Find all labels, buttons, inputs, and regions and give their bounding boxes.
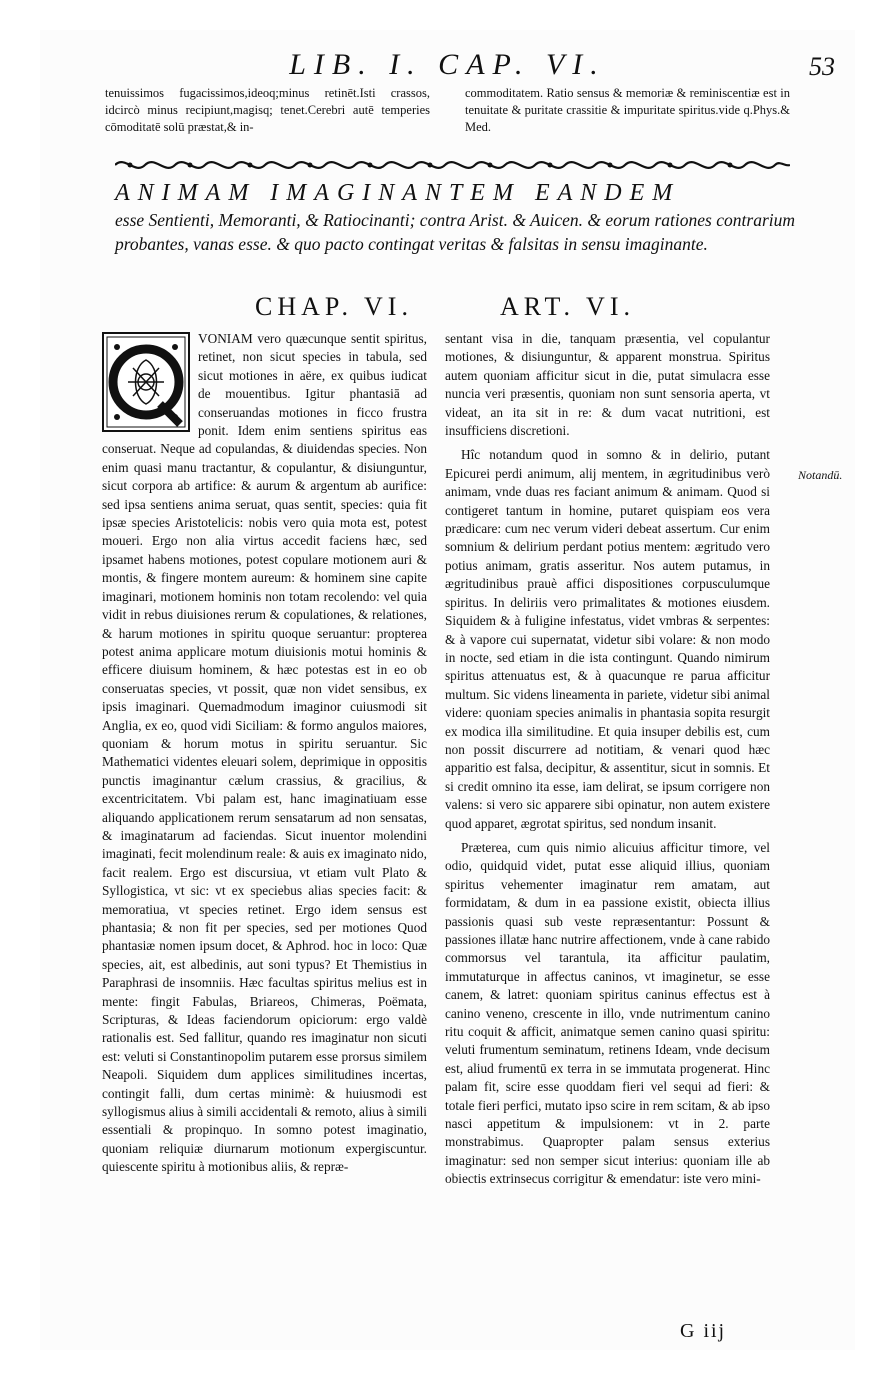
right-paragraph-1: sentant visa in die, tanquam præsentia, vel copulantur motiones, & disiunguntur, & apparent monstrua. Spiritus autem quoniam afficitur sicut in die, putat simulacra esse nuncia veri præsentis, quoniam non sunt sensoria aperta, vt videat, an ita sit in re: & dum vacat nutritioni, est insufficiens discretioni. <box>445 331 770 439</box>
carryover-text <box>105 85 790 155</box>
carryover-left-column: tenuissimos fugacissimos,ideoq;minus retinēt.Isti crassos, idcircò minus recipiunt,magisq; tenet.Cerebri autē temperies cōmoditatē solū præstat,& in- <box>105 86 430 134</box>
left-column <box>102 330 427 1320</box>
carryover-right-column: commoditatem. Ratio sensus & memoriæ & reminiscentiæ est in tenuitate & puritate crassitie & impuritate spiritus.vide q.Phys.& Med. <box>465 86 790 134</box>
right-column <box>445 330 770 1320</box>
chapter-number: CHAP. VI. <box>255 292 413 321</box>
chapter-title <box>115 178 795 256</box>
article-number: ART. VI. <box>500 292 635 321</box>
signature-mark: G iij <box>680 1320 727 1342</box>
page-number: 53 <box>809 52 835 81</box>
ornamental-band <box>115 155 790 175</box>
left-column-text: VONIAM vero quæcunque sentit spiritus, retinet, non sicut species in tabula, sed sicut motiones in aëre, ex quibus iudicat de mouentibus. Igitur phantasiā ad conseruandas motiones in ficco frustra ponit. Idem enim sentiens spiritus eas conseruat. Neque ad copulandas, & diuidendas species. Non enim quasi manu tractantur, & copulantur, & disiunguntur, sicut corpora ab artifice: & aurum & argentum ab aurifice: sed ipsa sentiens anima seruat, quas sentit, species: quia fit ipsæ species Aristotelicis: nobis vero quia mota est, potest moueri. Ergo non alia virtus accedit faciens hæc, sed ipsamet habens motiones, potest copulare motionem auri & montis, & fingere montem aureum: & hominem sine capite imaginari, motionem hominis non totam recolendo: vel quia vidit in rebus diuisiones rerum & copulationes, & relationes, & harum motiones in spiritu quoque seruantur: propterea potest anima applicare motum diuisionis motui hominis & efficere diuisum hominem, & hæc potestas est in eo ob conseruatas species, vt possit, quæ non videt sensibus, ex ipsis imaginari. Quemadmodum imaginor cuiusmodi sit Anglia, ex eo, quod vidi Siciliam: & formo angulos maiores, quoniam & horum motus in spiritu seruantur. Sic Mathematici videntes eleuari solem, deprimique in oppositis punctis imaginantur cælum crassius, & gracilius, & excentricitatem. Vbi palam est, hanc imaginatiuam esse aliquando applicationem rerum sensatarum ad non sensatas, & imaginatarum ad faciendas. Sicut inuentor molendini imaginati, fecit molendinum reale: & auis ex imaginato nido, facit realem. Ergo est discursiua, vt etiam vult Plato & Syllogistica, vt sic: vt ex speciebus alias species facit: & memoratiua, vt species retinet. Ergo idem sensus est phantasia; & non fit per species, sed per motiones Quod phantasiæ nomen ipsum docet, & Aphrod. hoc in loco: Quæ species, ait, est albedinis, aut soni typus? Et Themistius in Paraphrasi de insomniis. Hæc facultas spiritus melius est in mente: fingit Fabulas, Briareos, Chimeras, Poëmata, Scripturas, & Ideas faciendorum opiciorum: ergo valdè rationalis est. Sed fallitur, quando res imaginatur non sicuti est: veluti si Constantinopolim putarem esse prorsus similem Neapoli. Siquidem dum applices similitudines incertas, contingit falli, dum certas minimè: & huiusmodi est syllogismus alius à simili accidentali & remoto, alius à simili essentiali & propinquo. In somno potest imaginatio, quoniam reliquiæ diurnarum motionum expergiscuntur. quiescente spiritu à motionibus aliis, & repræ- <box>102 331 427 1175</box>
title-line-2: esse Sentienti, Memoranti, & Ratiocinanti; contra Arist. & Auicen. & eorum rationes contrarium probantes, vanas esse. & quo pacto contingat veritas & falsitas in sensu imaginante. <box>115 210 795 254</box>
running-head: LIB. I. CAP. VI. <box>289 48 606 81</box>
right-paragraph-2: Hîc notandum quod in somno & in delirio, putant Epicurei perdi animum, alij mentem, in ægritudinibus verò animam, vnde duas res faciant animum & animam. Quod si contigeret tantum in homine, putaret quispiam eos vera prædicare: cum nec verum videri debeat assertum. Cur enim somnium & delirium perdant potius mentem: ægritudo vero potius animam, gratis asseritur. Nos autem putamus, in ægritudinibus prauè affici dispositiones corpusculumque spiritus. In deliriis vero primalitates & motiones eiusdem. Siquidem & à fuligine infestatus, videt vmbras & serpentes: & à vapore cui supernatat, videtur sibi volare: & non modo in nocte, sed etiam in die ista contingunt. Quando nimirum spiritus attenuatus est, & à quacunque re parua afficitur multum. Sic videns lineamenta in pariete, videtur sibi animal videre: quoniam species animalis in phantasia sopita resurgit ex modica illa similitudine. Et quia insuper debilis est, cum non possit discurrere ad notitiam, & venari quod hæc apparitio est falsa, decipitur, & assentitur, sicut in somnis. Et si credit omnino ita esse, iam delirat, se ipsum corrigere non valens: si vero sic apparere sibi opinatur, non autem existere quod apparet, ægrotat spiritus, sed nondum insanit. <box>445 447 770 831</box>
book-page <box>40 30 855 1350</box>
decorated-initial-q <box>102 332 190 432</box>
margin-note: Notandū. <box>798 468 843 482</box>
title-line-1: ANIMAM IMAGINANTEM EANDEM <box>115 180 681 206</box>
right-paragraph-3: Præterea, cum quis nimio alicuius afficitur timore, vel odio, quidquid videt, putat esse aliquid illius, quoniam spiritus vehementer imaginatur rem amatam, aut formidatam, & dum in ea passione existit, obiecta illius passionis quasi sub veste repræsentantur: Possunt & passiones illatæ hanc nutrire affectionem, vnde à cane rabido commorsus vel tarantula, ita afficitur paulatim, immutaturque in affectus caninos, vt imaginetur, se esse canem, & latret: quoniam spiritus caninus effectus est à canino veneno, crescente in illo, vnde nutrimentum canino ritu coquit & afficit, animatque semen canino quasi spiritu: veluti frumentum seminatum, retinens Ideam, vnde decisum est, aliud frumentū ex terra in se immutata progenerat. Hinc palam fit, scire esse quoddam fieri vel sequi ad fieri: & totale fieri perfici, mutato ipso scire in rem scitam, & ab ipso nasci appetitum & impulsionem: vt in 2. parte monstrabimus. Quapropter palam sensus exterius imaginatur: sed non semper sicut interius: quoniam ille ab obiectis extrinsecus corrigitur & emendatur: iste vero mini- <box>445 839 770 1187</box>
